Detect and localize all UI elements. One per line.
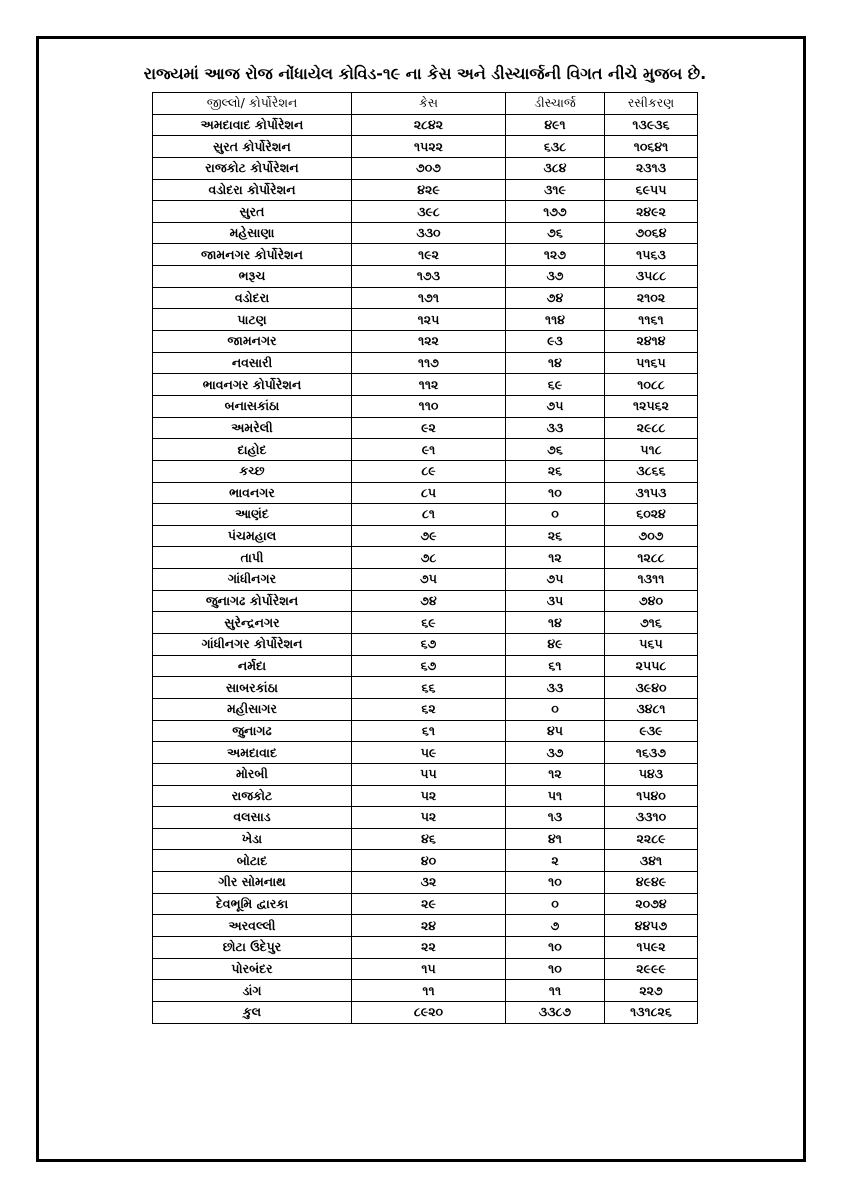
- district-cell: કચ્છ: [153, 460, 352, 482]
- district-cell: રાજકોટ: [153, 785, 352, 807]
- district-cell: રાજકોટ કોર્પોરેશન: [153, 157, 352, 179]
- district-cell: વડોદરા કોર્પોરેશન: [153, 179, 352, 201]
- table-row: [153, 850, 698, 872]
- district-cell: વલસાડ: [153, 807, 352, 829]
- district-cell: ભાવનગર કોર્પોરેશન: [153, 374, 352, 396]
- district-cell: અમરેલી: [153, 417, 352, 439]
- table-row: [153, 309, 698, 331]
- discharge-cell: ૫૧: [506, 785, 605, 807]
- district-cell: નવસારી: [153, 352, 352, 374]
- vaccination-cell: ૨૪૯૨: [605, 201, 698, 223]
- table-row: [153, 482, 698, 504]
- cases-cell: ૫૯: [352, 742, 506, 764]
- table-row: [153, 893, 698, 915]
- vaccination-cell: ૧૩૯૩૬: [605, 114, 698, 136]
- district-cell: પાટણ: [153, 309, 352, 331]
- total-vaccination: ૧૩૧૮૨૬: [605, 1001, 698, 1023]
- vaccination-cell: ૩૯૪૦: [605, 677, 698, 699]
- discharge-cell: ૧૩: [506, 807, 605, 829]
- table-row: [153, 439, 698, 461]
- table-row: [153, 547, 698, 569]
- district-cell: આણંદ: [153, 504, 352, 526]
- district-cell: બોટાદ: [153, 850, 352, 872]
- cases-cell: ૧૫૨૨: [352, 136, 506, 158]
- vaccination-cell: ૬૯૫૫: [605, 179, 698, 201]
- vaccination-cell: ૨૯૯૯: [605, 958, 698, 980]
- vaccination-cell: ૪૪૫૭: [605, 915, 698, 937]
- discharge-cell: ૦: [506, 504, 605, 526]
- cases-cell: ૪૨૯: [352, 179, 506, 201]
- district-cell: જુનાગઢ કોર્પોરેશન: [153, 590, 352, 612]
- district-cell: સુરત: [153, 201, 352, 223]
- cases-cell: ૨૨: [352, 936, 506, 958]
- discharge-cell: ૧૦: [506, 958, 605, 980]
- discharge-cell: ૧૨: [506, 547, 605, 569]
- total-discharge: ૩૩૮૭: [506, 1001, 605, 1023]
- discharge-cell: ૬૧: [506, 655, 605, 677]
- cases-cell: ૮૯: [352, 460, 506, 482]
- table-row: [153, 590, 698, 612]
- discharge-cell: ૭: [506, 915, 605, 937]
- discharge-cell: ૭૬: [506, 222, 605, 244]
- vaccination-cell: ૫૬૫: [605, 634, 698, 656]
- vaccination-cell: ૧૦૬૪૧: [605, 136, 698, 158]
- district-cell: મહેસાણા: [153, 222, 352, 244]
- discharge-cell: ૩૮૪: [506, 157, 605, 179]
- header-district: જીલ્લો/ કોર્પોરેશન: [153, 93, 352, 115]
- vaccination-cell: ૭૧૬: [605, 612, 698, 634]
- district-cell: છોટા ઉદેપુર: [153, 936, 352, 958]
- cases-cell: ૩૯૮: [352, 201, 506, 223]
- district-cell: અમદાવાદ કોર્પોરેશન: [153, 114, 352, 136]
- cases-cell: ૬૭: [352, 655, 506, 677]
- table-row: [153, 352, 698, 374]
- discharge-cell: ૧૪: [506, 612, 605, 634]
- vaccination-cell: ૩૪૮૧: [605, 698, 698, 720]
- table-row: [153, 201, 698, 223]
- vaccination-cell: ૨૨૭: [605, 980, 698, 1002]
- district-cell: જામનગર કોર્પોરેશન: [153, 244, 352, 266]
- table-row: [153, 504, 698, 526]
- district-cell: વડોદરા: [153, 287, 352, 309]
- cases-cell: ૯૧: [352, 439, 506, 461]
- table-row: [153, 828, 698, 850]
- vaccination-cell: ૧૫૬૩: [605, 244, 698, 266]
- discharge-cell: ૩૫: [506, 590, 605, 612]
- district-cell: નર્મદા: [153, 655, 352, 677]
- discharge-cell: ૧૧૪: [506, 309, 605, 331]
- vaccination-cell: ૭૪૦: [605, 590, 698, 612]
- district-cell: ભરૂચ: [153, 266, 352, 288]
- table-row: [153, 179, 698, 201]
- cases-cell: ૪૦: [352, 850, 506, 872]
- cases-cell: ૬૭: [352, 634, 506, 656]
- vaccination-cell: ૧૫૯૨: [605, 936, 698, 958]
- cases-cell: ૫૫: [352, 763, 506, 785]
- district-cell: ગાંધીનગર કોર્પોરેશન: [153, 634, 352, 656]
- table-row: [153, 720, 698, 742]
- table-row: [153, 634, 698, 656]
- district-cell: ખેડા: [153, 828, 352, 850]
- discharge-cell: ૩૭: [506, 742, 605, 764]
- discharge-cell: ૭૪: [506, 287, 605, 309]
- discharge-cell: ૩૩: [506, 677, 605, 699]
- cases-cell: ૭૪: [352, 590, 506, 612]
- discharge-cell: ૧૭૭: [506, 201, 605, 223]
- cases-cell: ૧૧૦: [352, 395, 506, 417]
- header-cases: કેસ: [352, 93, 506, 115]
- vaccination-cell: ૨૯૮૮: [605, 417, 698, 439]
- discharge-cell: ૭૫: [506, 395, 605, 417]
- cases-cell: ૭૦૭: [352, 157, 506, 179]
- discharge-cell: ૧૨: [506, 763, 605, 785]
- header-vaccination: રસીકરણ: [605, 93, 698, 115]
- table-row: [153, 698, 698, 720]
- cases-cell: ૧૭૧: [352, 287, 506, 309]
- covid-cases-table: [152, 92, 698, 1024]
- table-row: [153, 763, 698, 785]
- district-cell: સુરત કોર્પોરેશન: [153, 136, 352, 158]
- district-cell: ભાવનગર: [153, 482, 352, 504]
- cases-cell: ૧૧૨: [352, 374, 506, 396]
- table-body: [153, 114, 698, 1001]
- cases-cell: ૯૨: [352, 417, 506, 439]
- cases-cell: ૭૮: [352, 547, 506, 569]
- table-row: [153, 331, 698, 353]
- cases-cell: ૬૧: [352, 720, 506, 742]
- cases-cell: ૨૮૪૨: [352, 114, 506, 136]
- table-row: [153, 980, 698, 1002]
- district-cell: જામનગર: [153, 331, 352, 353]
- table-header-row: [153, 93, 698, 115]
- table-row: [153, 807, 698, 829]
- discharge-cell: ૩૧૯: [506, 179, 605, 201]
- table-row: [153, 374, 698, 396]
- discharge-cell: ૧૦: [506, 872, 605, 894]
- cases-cell: ૨૪: [352, 915, 506, 937]
- cases-cell: ૧૨૨: [352, 331, 506, 353]
- table-row: [153, 677, 698, 699]
- district-cell: અમદાવાદ: [153, 742, 352, 764]
- table-row: [153, 915, 698, 937]
- discharge-cell: ૦: [506, 698, 605, 720]
- table-row: [153, 525, 698, 547]
- discharge-cell: ૭૬: [506, 439, 605, 461]
- cases-cell: ૬૯: [352, 612, 506, 634]
- discharge-cell: ૪૯: [506, 634, 605, 656]
- vaccination-cell: ૭૦૬૪: [605, 222, 698, 244]
- cases-cell: ૧૧: [352, 980, 506, 1002]
- table-row: [153, 958, 698, 980]
- cases-cell: ૧૧૭: [352, 352, 506, 374]
- district-cell: મોરબી: [153, 763, 352, 785]
- district-cell: ડાંગ: [153, 980, 352, 1002]
- district-cell: પંચમહાલ: [153, 525, 352, 547]
- district-cell: ગીર સોમનાથ: [153, 872, 352, 894]
- vaccination-cell: ૨૩૧૩: [605, 157, 698, 179]
- vaccination-cell: ૧૦૮૮: [605, 374, 698, 396]
- discharge-cell: ૩૭: [506, 266, 605, 288]
- vaccination-cell: ૫૧૬૫: [605, 352, 698, 374]
- cases-cell: ૧૨૫: [352, 309, 506, 331]
- district-cell: સુરેન્દ્રનગર: [153, 612, 352, 634]
- vaccination-cell: ૭૦૭: [605, 525, 698, 547]
- district-cell: બનાસકાંઠા: [153, 395, 352, 417]
- total-cases: ૮૯૨૦: [352, 1001, 506, 1023]
- vaccination-cell: ૩૧૫૩: [605, 482, 698, 504]
- cases-cell: ૧૭૩: [352, 266, 506, 288]
- table-row: [153, 936, 698, 958]
- page-heading: રાજ્યમાં આજ રોજ નોંધાયેલ કોવિડ-૧૯ ના કેસ અને ડીસ્ચાર્જની વિગત નીચે મુજબ છે.: [143, 64, 707, 83]
- discharge-cell: ૪૧: [506, 828, 605, 850]
- table-row: [153, 872, 698, 894]
- cases-cell: ૬૬: [352, 677, 506, 699]
- vaccination-cell: ૨૨૮૯: [605, 828, 698, 850]
- vaccination-cell: ૩૩૧૦: [605, 807, 698, 829]
- vaccination-cell: ૧૫૪૦: [605, 785, 698, 807]
- cases-cell: ૩૩૦: [352, 222, 506, 244]
- table-row: [153, 395, 698, 417]
- discharge-cell: ૨૬: [506, 525, 605, 547]
- vaccination-cell: ૬૦૨૪: [605, 504, 698, 526]
- vaccination-cell: ૫૧૮: [605, 439, 698, 461]
- table-row: [153, 460, 698, 482]
- vaccination-cell: ૫૪૩: [605, 763, 698, 785]
- discharge-cell: ૦: [506, 893, 605, 915]
- discharge-cell: ૬૩૮: [506, 136, 605, 158]
- total-label: કુલ: [153, 1001, 352, 1023]
- vaccination-cell: ૩૪૧: [605, 850, 698, 872]
- discharge-cell: ૧૦: [506, 936, 605, 958]
- discharge-cell: ૨: [506, 850, 605, 872]
- total-row: [153, 1001, 698, 1023]
- cases-cell: ૮૫: [352, 482, 506, 504]
- discharge-cell: ૧૪: [506, 352, 605, 374]
- table-row: [153, 136, 698, 158]
- vaccination-cell: ૪૯૪૯: [605, 872, 698, 894]
- cases-cell: ૩૨: [352, 872, 506, 894]
- table-row: [153, 417, 698, 439]
- table-row: [153, 114, 698, 136]
- district-cell: મહીસાગર: [153, 698, 352, 720]
- vaccination-cell: ૯૩૯: [605, 720, 698, 742]
- discharge-cell: ૧૦: [506, 482, 605, 504]
- cases-cell: ૨૯: [352, 893, 506, 915]
- vaccination-cell: ૨૪૧૪: [605, 331, 698, 353]
- cases-cell: ૧૫: [352, 958, 506, 980]
- vaccination-cell: ૩૮૬૬: [605, 460, 698, 482]
- table-row: [153, 612, 698, 634]
- district-cell: પોરબંદર: [153, 958, 352, 980]
- district-cell: અરવલ્લી: [153, 915, 352, 937]
- district-cell: જુનાગઢ: [153, 720, 352, 742]
- discharge-cell: ૪૯૧: [506, 114, 605, 136]
- vaccination-cell: ૨૦૭૪: [605, 893, 698, 915]
- cases-cell: ૭૯: [352, 525, 506, 547]
- table-row: [153, 266, 698, 288]
- vaccination-cell: ૨૧૦૨: [605, 287, 698, 309]
- discharge-cell: ૧૨૭: [506, 244, 605, 266]
- discharge-cell: ૧૧: [506, 980, 605, 1002]
- vaccination-cell: ૧૩૧૧: [605, 569, 698, 591]
- table-row: [153, 222, 698, 244]
- cases-cell: ૫૨: [352, 785, 506, 807]
- vaccination-cell: ૧૨૫૬૨: [605, 395, 698, 417]
- table-row: [153, 244, 698, 266]
- header-discharge: ડીસ્ચાર્જ: [506, 93, 605, 115]
- district-cell: દાહોદ: [153, 439, 352, 461]
- cases-cell: ૪૬: [352, 828, 506, 850]
- district-cell: ગાંધીનગર: [153, 569, 352, 591]
- discharge-cell: ૬૯: [506, 374, 605, 396]
- vaccination-cell: ૧૧૬૧: [605, 309, 698, 331]
- cases-cell: ૧૯૨: [352, 244, 506, 266]
- discharge-cell: ૨૬: [506, 460, 605, 482]
- table-row: [153, 157, 698, 179]
- district-cell: તાપી: [153, 547, 352, 569]
- table-row: [153, 287, 698, 309]
- cases-cell: ૫૨: [352, 807, 506, 829]
- vaccination-cell: ૩૫૮૮: [605, 266, 698, 288]
- table-row: [153, 785, 698, 807]
- discharge-cell: ૩૩: [506, 417, 605, 439]
- cases-cell: ૭૫: [352, 569, 506, 591]
- discharge-cell: ૯૩: [506, 331, 605, 353]
- vaccination-cell: ૨૫૫૮: [605, 655, 698, 677]
- vaccination-cell: ૧૬૩૭: [605, 742, 698, 764]
- table-row: [153, 655, 698, 677]
- discharge-cell: ૪૫: [506, 720, 605, 742]
- vaccination-cell: ૧૨૮૮: [605, 547, 698, 569]
- cases-cell: ૮૧: [352, 504, 506, 526]
- table-row: [153, 742, 698, 764]
- district-cell: દેવભૂમિ દ્વારકા: [153, 893, 352, 915]
- discharge-cell: ૭૫: [506, 569, 605, 591]
- district-cell: સાબરકાંઠા: [153, 677, 352, 699]
- cases-cell: ૬૨: [352, 698, 506, 720]
- table-row: [153, 569, 698, 591]
